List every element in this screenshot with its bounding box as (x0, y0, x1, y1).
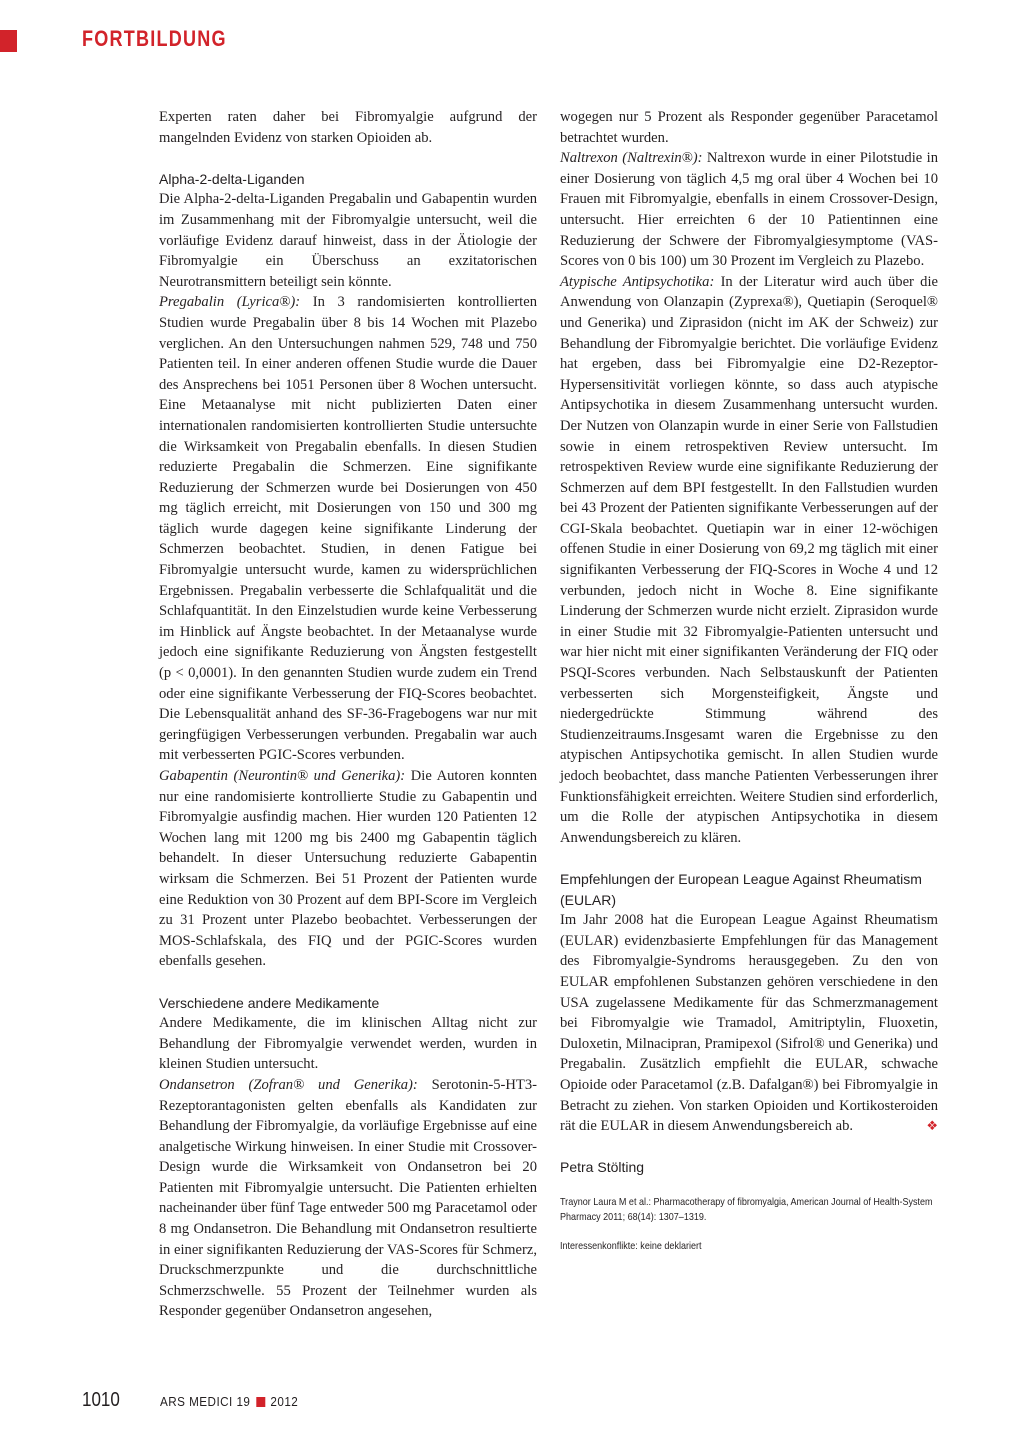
paragraph-naltrexon (560, 148, 938, 272)
paragraph-intro: Experten raten daher bei Fibromyalgie aufgrund der mangelnden Evidenz von starken Opioiden ab. (159, 109, 537, 146)
page-number: 1010 (82, 1389, 120, 1411)
conflict-of-interest: Interessenkonflikte: keine deklariert (560, 1240, 702, 1253)
paragraph-atypical-antipsychotics (560, 272, 938, 849)
text-eular: Im Jahr 2008 hat die European League Against Rheumatism (EULAR) evidenzbasierte Empfehlungen für das Management des Fibromyalgie-Syndroms herausgegeben. Zu den von EULAR empfohlenen Substanzen gehören verschiedene in den USA zugelassene Medikamente für das Schmerzmanagement bei Fibromyalgie wie Tramadol, Amitriptylin, Fluoxetin, Duloxetin, Milnacipran, Pramipexol (Sifrol® und Generika) und Pregabalin. Zusätzlich empfiehlt die EULAR, schwache Opioide oder Paracetamol (z.B. Dafalgan®) bei Fibromyalgie in Betracht zu ziehen. Von starken Opioiden und Kortikosteroiden rät die EULAR in diesem Anwendungsbereich ab. (560, 912, 938, 1135)
text-pregabalin: In 3 randomisierten kontrollierten Studien wurde Pregabalin über 8 bis 14 Wochen mit Plazebo verglichen. An den Untersuchungen nahmen 529, 748 und 750 Patienten teil. In einer anderen offenen Studie wurde die Dauer des Ansprechens bei 1051 Personen über 8 Wochen untersucht. Eine Metaanalyse mit nicht publizierten Daten einer internationalen randomisierten kontrollierten Studie untersuchte die Wirksamkeit von Pregabalin ebenfalls. In diesen Studien reduzierte Pregabalin die Schmerzen. Eine signifikante Reduzierung der Schmerzen wurde bei Dosierungen von 450 mg täglich erreicht, mit Dosierungen von 150 und 300 mg täglich wurde dagegen keine signifikante Linderung der Schmerzen beobachtet. Studien, in denen Fatigue bei Fibromyalgie untersucht wurde, kamen zu widersprüchlichen Ergebnissen. Pregabalin verbesserte die Schlafqualität und die Schlafquantität. In den Einzelstudien wurde keine Verbesserung im Hinblick auf Ängste beobachtet. In der Metaanalyse wurde jedoch eine signifikante Reduzierung von Ängsten festgestellt (p < 0,0001). In den genannten Studien wurde zudem ein Trend oder eine signifikante Verbesserung der FIQ-Scores beobachtet. Die Lebensqualität anhand des SF-36-Fragebogens war nur mit geringfügigen Verbesserungen verbunden. Pregabalin war auch mit verbesserten PGIC-Scores verbunden. (159, 294, 538, 764)
lead-pregabalin: Pregabalin (Lyrica®): (159, 294, 301, 311)
right-column (560, 107, 938, 1254)
text-naltrexon: Naltrexon wurde in einer Pilotstudie in einer Dosierung von täglich 4,5 mg oral über 4 Wochen bei 10 Frauen mit Fibromyalgie, ebenfalls in einem Crossover-Design, untersucht. Hier erreichten 6 der 10 Patientinnen eine Reduzierung der Schwere der Fibromyalgiesymptome (VAS-Scores von 0 bis 100) um 30 Prozent im Vergleich zu Plazebo. (560, 150, 938, 270)
lead-gabapentin: Gabapentin (Neurontin® und Generika): (159, 768, 406, 784)
paragraph-eular (560, 910, 938, 1137)
left-column (159, 107, 537, 1322)
lead-ondansetron: Ondansetron (Zofran® und Generika): (159, 1076, 418, 1093)
text-gabapentin: Die Autoren konnten nur eine randomisierte kontrollierte Studie zu Gabapentin und Fibromyalgie ausfindig machen. Hier wurden 120 Patienten 12 Wochen lang mit 1200 mg bis 2400 mg Gabapentin täglich behandelt. In dieser Untersuchung reduzierte Gabapentin wirksam die Schmerzen. Bei 51 Prozent der Patienten wurde eine Reduktion von 30 Prozent auf dem BPI-Score im Vergleich zu 31 Prozent unter Plazebo beobachtet. Verbesserungen der MOS-Schlafskala, des FIQ und der PGIC-Scores wurden ebenfalls gesehen. (159, 768, 537, 970)
journal-footer (160, 1394, 298, 1409)
paragraph-other-drugs: Andere Medikamente, die im klinischen Alltag nicht zur Behandlung der Fibromyalgie verwendet werden, wurden in kleinen Studien untersucht. (159, 1015, 537, 1073)
section-marker (0, 30, 17, 52)
reference: Traynor Laura M et al.: Pharmacotherapy of fibromyalgia, American Journal of Health-System Pharmacy 2011; 68(14): 1307–1319. (560, 1196, 933, 1224)
square-separator-icon (256, 1397, 265, 1407)
author-name: Petra Stölting (560, 1159, 645, 1176)
end-of-article-icon: ❖ (926, 1118, 938, 1134)
text-atypical-antipsychotics: In der Literatur wird auch über die Anwendung von Olanzapin (Zyprexa®), Quetiapin (Seroquel® und Generika) und Ziprasidon (nicht im AK der Schweiz) zur Behandlung der Fibromyalgie berichtet. Die vorläufige Evidenz hat ergeben, dass bei Fibromyalgie eine D2-Rezeptor-Hypersensitivität vorliegen könnte, so dass auch atypische Antipsychotika in diesem Zusammenhang untersucht wurden. Der Nutzen von Olanzapin wurde in einer Serie von Fallstudien sowie in einem retrospektiven Review untersucht. Im retrospektiven Review wurde eine signifikante Reduzierung der Schmerzen auf dem BPI festgestellt. In den Fallstudien wurden bei 43 Prozent der Patienten signifikante Verbesserungen auf der CGI-Skala beobachtet. Quetiapin war in einer 12-wöchigen offenen Studie in einer Dosierung von 69,2 mg täglich mit einer signifikanten Verbesserung der FIQ-Scores in Woche 4 und 12 verbunden, jedoch nicht in Woche 8. Eine signifikante Linderung der Schmerzen wurde nicht erzielt. Ziprasidon wurde in einer Studie mit 32 Fibromyalgie-Patienten untersucht und war hier nicht mit einer signifikanten Veränderung der FIQ oder PSQI-Scores verbunden. Nach Selbstauskunft der Patienten verbesserten sich Morgensteifigkeit, Ängste und niedergedrückte Stimmung während des Studienzeitraums.Insgesamt waren die Ergebnisse zu den atypischen Antipsychotika gemischt. In allen Studien wurde jedoch beobachtet, dass manche Patienten Verbesserungen ihrer Funktionsfähigkeit erreichten. Weitere Studien sind erforderlich, um die Rolle der atypischen Antipsychotika in diesem Anwendungsbereich zu klären. (560, 273, 938, 846)
lead-naltrexon: Naltrexon (Naltrexin®): (560, 150, 703, 167)
paragraph-ondansetron (159, 1075, 537, 1322)
journal-year: 2012 (270, 1394, 299, 1409)
journal-name: ARS MEDICI 19 (160, 1394, 251, 1409)
section-title: FORTBILDUNG (82, 26, 227, 51)
text-ondansetron: Serotonin-5-HT3-Rezeptorantagonisten gelten ebenfalls als Kandidaten zur Behandlung der Fibromyalgie, da vorläufige Ergebnisse auf eine analgetische Wirkung hinweisen. In einer Studie mit Crossover-Design wurde die Wirksamkeit von Ondansetron bei 20 Patienten mit Fibromyalgie untersucht. Die Patienten erhielten nacheinander über fünf Tage entweder 500 mg Paracetamol oder 8 mg Ondansetron. Die Behandlung mit Ondansetron resultierte in einer signifikanten Reduzierung der VAS-Scores für Schmerz, Druckschmerzpunkte und die durchschnittliche Schmerzschwelle. 55 Prozent der Teilnehmer wurden als Responder gegenüber Ondansetron angesehen, (159, 1076, 537, 1320)
paragraph-continuation: wogegen nur 5 Prozent als Responder gegenüber Paracetamol betrachtet wurden. (560, 109, 938, 146)
lead-atypical-antipsychotics: Atypische Antipsychotika: (560, 273, 715, 290)
paragraph-pregabalin (159, 292, 537, 766)
paragraph-gabapentin (159, 766, 537, 972)
paragraph-alpha-2-delta: Die Alpha-2-delta-Liganden Pregabalin und Gabapentin wurden im Zusammenhang mit der Fibromyalgie untersucht, weil die vorläufige Evidenz darauf hinweist, dass in der Ätiologie der Fibromyalgie ein Überschuss an exzitatorischen Neurotransmittern beteiligt sein könnte. (159, 191, 537, 290)
heading-eular: Empfehlungen der European League Against Rheumatism (EULAR) (560, 870, 922, 908)
heading-alpha-2-delta: Alpha-2-delta-Liganden (159, 170, 305, 187)
heading-other-drugs: Verschiedene andere Medikamente (159, 994, 380, 1011)
